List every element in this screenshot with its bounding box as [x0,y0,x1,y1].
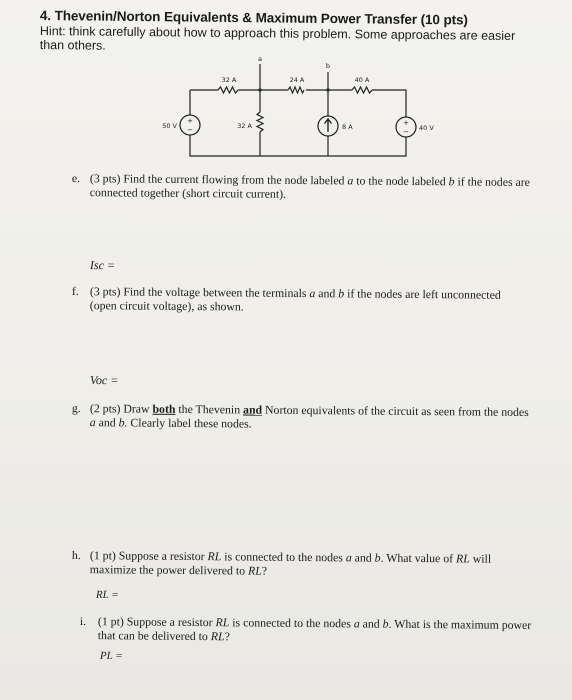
svg-text:−: − [187,126,193,134]
wire-left [190,90,406,156]
part-e-question: (3 pts) Find the current flowing from the node labeled a to the node labeled b if the nodes are connected together (short circuit current). [89,171,530,201]
part-e [72,171,542,205]
junction-dot-b [326,88,329,91]
part-g-label: g. [71,401,81,416]
part-g [72,401,542,435]
part-i-label: i. [79,614,87,629]
resistor-r4 [257,90,263,156]
answer-pl: PL = [99,650,123,663]
label-r4: 32 A [237,122,252,130]
answer-isc: Isc = [89,258,116,273]
part-h-label: h. [71,548,81,563]
part-g-question: (2 pts) Draw both the Thevenin and Norton equivalents of the circuit as seen from the nodes a and b. Clearly label these nodes. [89,401,529,431]
wire-top [190,90,406,118]
problem-hint: Hint: think carefully about how to approach this problem. Some approaches are easier than others. [39,24,516,53]
part-e-label: e. [71,171,81,186]
junction-dot-a [258,88,261,91]
label-r3: 40 A [354,76,370,84]
answer-rl: RL = [95,589,119,602]
part-h [72,548,542,582]
part-i [80,614,542,648]
label-source-right: 40 V [419,124,434,132]
svg-text:−: − [403,128,409,136]
part-f-label: f. [71,284,79,299]
label-node-a: a [258,55,262,63]
problem-title: 4. Thevenin/Norton Equivalents & Maximum Power Transfer (10 pts) [39,8,468,28]
label-r1: 32 A [221,76,237,84]
resistor-r1 [218,87,238,93]
answer-voc: Voc = [89,373,119,388]
part-f-question: (3 pts) Find the voltage between the terminals a and b if the nodes are left unconnected (open circuit voltage), as shown. [89,284,501,314]
label-source-current: 8 A [342,123,353,131]
svg-text:+: + [187,117,193,125]
part-h-question: (1 pt) Suppose a resistor RL is connected to the nodes a and b. What value of RL will maximize the power delivered to RL? [89,548,492,578]
circuit-diagram [150,52,440,162]
part-f [72,284,542,318]
label-r2: 24 A [289,76,305,84]
resistor-r3 [352,87,372,93]
resistor-r2 [288,87,304,93]
label-source-left: 50 V [162,122,177,130]
svg-text:+: + [403,119,409,127]
label-node-b: b [325,62,331,70]
part-i-question: (1 pt) Suppose a resistor RL is connected to the nodes a and b. What is the maximum power that can be delivered to RL? [97,614,532,644]
